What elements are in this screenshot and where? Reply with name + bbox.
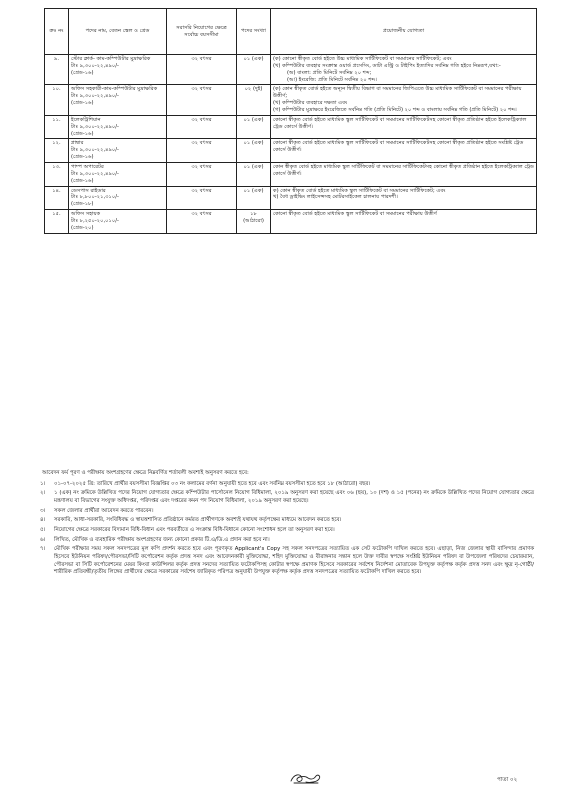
post-name: প্লাম্বার <box>71 140 84 147</box>
condition-item <box>34 508 534 516</box>
header-qualification: প্রয়োজনীয় যোগ্যতা <box>271 9 537 55</box>
grade: (গ্রেড-১৬) <box>71 154 94 161</box>
grade: (গ্রেড-১৬) <box>71 130 94 137</box>
conditions-section <box>34 470 534 579</box>
post-count-cell: ০১ (এক) <box>237 186 271 210</box>
post-cell <box>69 55 167 85</box>
age-limit-cell: ৩২ বৎসর <box>167 55 237 85</box>
condition-number: ৬। <box>40 536 46 543</box>
post-name: ইলেকট্রিশিয়ান <box>71 116 101 123</box>
condition-text: লিখিত, মৌখিক ও ব্যবহারিক পরীক্ষায় অংশগ্রহণের জন্য কোনো প্রকার টি.এ/ডি.এ প্রদান করা হবে না। <box>54 536 270 543</box>
page-number: পাতা ০২ <box>497 777 518 783</box>
grade: (গ্রেড-১৬) <box>71 177 94 184</box>
table-row <box>45 210 537 234</box>
qualification-line: কোনো স্বীকৃত বোর্ড হইতে মাধ্যমিক স্কুল সার্টিফিকেট বা সমমানের সার্টিফিকেটসহ কোনো স্বীকৃত প্রতিষ্ঠান হইতে ইলেকট্রিক্যাল ট্রেড কোর্সে উত্তীর্ণ। <box>273 116 527 130</box>
age-limit-cell: ৩২ বৎসর <box>167 163 237 187</box>
condition-number: ৪। <box>40 517 46 524</box>
condition-number: ১। <box>40 480 46 487</box>
post-cell <box>69 139 167 163</box>
signature-icon <box>288 770 324 786</box>
serial-cell: ১২. <box>45 139 69 163</box>
post-name: ডেসপাস রাইডার <box>71 187 106 194</box>
post-count-cell: ০১ (এক) <box>237 55 271 85</box>
qualification-line: (অ) বাংলা: প্রতি মিনিটে সর্বনিম্ন ২০ শব্দ; <box>287 69 372 76</box>
qualification-cell <box>271 115 537 139</box>
qualification-cell <box>271 139 537 163</box>
table-row <box>45 186 537 210</box>
post-cell <box>69 115 167 139</box>
condition-text: ১ (এক) নং ক্রমিকে উল্লিখিত পদের নিয়োগ যোগ্যতার ক্ষেত্রে কম্পিউটার পার্সোনেল নিয়োগ বিধিমালা, ২০১৯ অনুসরণ করা হয়েছে এবং ০৬ (ছয়), ১০ (দশ) ও ১৫ (পনের) নং ক্রমিকে উল্লিখিত পদের নিয়োগ যোগ্যতার ক্ষেত্রে মন্ত্রণালয় বা বিভাগের সংযুক্ত অধিদপ্তর, পরিদপ্তর এবং দপ্তরের কমন পদ নিয়োগ বিধিমালা, ২০১৯ অনুসরণ করা হয়েছে। <box>54 490 534 505</box>
qualification-line: (ক) কোনো স্বীকৃত বোর্ড হইতে উচ্চ মাধ্যমিক সার্টিফিকেট বা সমমানের সার্টিফিকেট; এবং <box>273 56 452 62</box>
age-limit-cell: ৩২ বৎসর <box>167 210 237 234</box>
pay-scale: টাঃ ৯,৩০০-২২,৪৯০/- <box>71 62 119 69</box>
table-header-row <box>45 9 537 55</box>
table-row <box>45 85 537 115</box>
serial-cell: ১১. <box>45 115 69 139</box>
qualification-line: ক) কোন স্বীকৃত বোর্ড হইতে মাধ্যমিক স্কুল সার্টিফিকেট বা সমমানের সার্টিফিকেট; এবং <box>273 187 446 194</box>
table-row <box>45 55 537 85</box>
condition-number: ৭। <box>40 546 46 553</box>
header-age-limit: সরাসরি নিয়োগের ক্ষেত্রে সর্বোচ্চ বয়সসীমা <box>167 9 237 55</box>
header-post: পদের নাম, বেতন স্কেল ও গ্রেড <box>69 9 167 55</box>
pay-scale: টাঃ ৯,৩০০-২২,৪৯০/- <box>71 147 119 154</box>
condition-text: নিয়োগের ক্ষেত্রে সরকারের বিদ্যমান বিধি-বিধান এবং পরবর্তীতে এ সংক্রান্ত বিধি-বিধানে কোনো সংশোধন হলে তা অনুসরণ করা হবে। <box>54 527 335 534</box>
qualification-line: (খ) কম্পিউটার ব্যবহারে দক্ষতা এবং <box>273 100 348 107</box>
post-cell <box>69 85 167 115</box>
qualification-line: (আ) ইংরেজি: প্রতি মিনিটে সর্বনিম্ন ২০ শব্দ। <box>287 76 377 83</box>
post-name: অফিস সহায়ক <box>71 211 101 218</box>
post-cell <box>69 186 167 210</box>
qualification-line: (ক) কোন স্বীকৃত বোর্ড হইতে অন্যূন দ্বিতীয় বিভাগ বা সমমানের জিপিএতে উচ্চ মাধ্যমিক সার্টিফিকেট বা সমমানের পরীক্ষায় উত্তীর্ণ; <box>273 86 522 100</box>
qualification-line: (গ) কম্পিউটার মুদ্রাক্ষরে ইংরেজিতে সর্বনিম্ন গতি (প্রতি মিনিটে) ২০ শব্দ ও বাংলায় সর্বনিম্ন গতি (প্রতি মিনিটে) ২০ শব্দ। <box>273 107 517 114</box>
condition-number: ২। <box>40 490 46 497</box>
qualification-cell <box>271 55 537 85</box>
qualification-line: খ) বৈধ ড্রাইভিং লাইসেন্সসহ মোটরসাইকেল চালনায় পারদর্শী। <box>273 194 398 201</box>
age-limit-cell: ৩২ বৎসর <box>167 115 237 139</box>
table-row <box>45 139 537 163</box>
condition-item <box>34 546 534 577</box>
qualification-line: কোনো স্বীকৃত বোর্ড হইতে মাধ্যমিক স্কুল সার্টিফিকেট বা সমমানের সার্টিফিকেটসহ কোনো স্বীকৃত প্রতিষ্ঠান হইতে সংশ্লিষ্ট ট্রেড কোর্সে উত্তীর্ণ। <box>273 140 524 154</box>
condition-item <box>34 537 534 545</box>
pay-scale: টাঃ ৮,২৫০-২০,০১০/- <box>71 218 119 225</box>
condition-item <box>34 490 534 505</box>
serial-cell: ৯. <box>45 55 69 85</box>
condition-text: ০১-০৭-২০২৫ খ্রি: তারিখে প্রার্থীর বয়সসীমা বিজ্ঞপ্তির ০৩ নং কলামের বর্ণনা অনুযায়ী হতে হবে এবং সর্বনিম্ন বয়সসীমা হতে হবে ১৮ (আঠারো) বছর। <box>54 480 371 487</box>
post-cell <box>69 210 167 234</box>
condition-text: সকল জেলার প্রার্থীরা আবেদন করতে পারবেন। <box>54 507 154 514</box>
conditions-list <box>34 481 534 577</box>
condition-number: ৫। <box>40 527 46 534</box>
post-count-cell: ০১ (এক) <box>237 115 271 139</box>
post-name: পাম্প অপারেটর <box>71 164 104 171</box>
pay-scale: টাঃ ৯,৩০০-২২,৪৯০/- <box>71 170 119 177</box>
post-count-cell: ০১ (এক) <box>237 163 271 187</box>
post-count-cell: ০১ (এক) <box>237 139 271 163</box>
post-name: স্টোর ক্লার্ক- কাম-কম্পিউটার মুদ্রাক্ষরিক <box>71 56 151 62</box>
qualification-cell <box>271 186 537 210</box>
pay-scale: টাঃ ৯,৩০০-২২,৪৯০/- <box>71 93 119 100</box>
grade: (গ্রেড-১৮) <box>71 201 94 208</box>
age-limit-cell: ৩২ বৎসর <box>167 139 237 163</box>
post-cell <box>69 163 167 187</box>
pay-scale: টাঃ ৮,৮০০-২১,৩১০/- <box>71 194 119 201</box>
table-body <box>45 55 537 234</box>
qualification-cell <box>271 85 537 115</box>
grade: (গ্রেড-১৬) <box>71 69 94 76</box>
serial-cell: ১৪. <box>45 186 69 210</box>
condition-item <box>34 517 534 525</box>
post-name: অফিস সহকারী-কাম-কম্পিউটার মুদ্রাক্ষরিক <box>71 86 158 93</box>
post-count-cell: ১৮ (আঠারো) <box>237 210 271 234</box>
qualification-cell <box>271 163 537 187</box>
condition-number: ৩। <box>40 507 46 514</box>
grade: (গ্রেড-২০) <box>71 224 94 231</box>
age-limit-cell: ৩২ বৎসর <box>167 186 237 210</box>
conditions-intro: আবেদন ফর্ম পূরণ ও পরীক্ষায় অংশগ্রহণের ক্ষেত্রে নিম্নবর্ণিত শর্তাবলী অবশ্যই অনুসরণ করতে হবে: <box>42 470 249 476</box>
header-serial: ক্রঃ নং <box>45 9 69 55</box>
qualification-line: কোনো স্বীকৃত বোর্ড হইতে মাধ্যমিক স্কুল সার্টিফিকেট বা সমমানের পরীক্ষায় উত্তীর্ণ <box>273 211 437 218</box>
condition-text: মৌখিক পরীক্ষার সময় সকল সনদপত্রের মূল কপি প্রদর্শন করতে হবে এবং পূরণকৃত Applicant's Copy সহ সকল সনদপত্রের সত্যায়িত এক সেট ফটোকপি দাখিল করতে হবে। এছাড়া, নিজ জেলার স্থায়ী বাসিন্দার প্রমাণক হিসেবে ইউনিয়ন পরিষদ/পৌরসভা/সিটি কর্পোরেশন কর্তৃক প্রদত্ত সনদ এবং আবেদনকারী মুক্তিযোদ্ধা, শহিদ মুক্তিযোদ্ধা ও বীরাঙ্গনার সন্তান হলে উক্ত দাবীর স্বপক্ষে সংশ্লিষ্ট ইউনিয়ন পরিষদ বা উপজেলা পরিষদের চেয়ারম্যান, পৌরসভা বা সিটি কর্পোরেশনের মেয়র কিংবা কাউন্সিলর কর্তৃক প্রদত্ত সনদের সত্যায়িত ফটোকপিসহ কোটার স্বপক্ষে প্রমাণক হিসেবে সরকারের সর্বশেষ নির্দেশনা মোতাবেক উপযুক্ত কর্তৃপক্ষ কর্তৃক প্রদত্ত সনদ এবং ক্ষুদ্র নৃ-গোষ্ঠী/শারীরিক প্রতিবন্ধী/তৃতীয় লিঙ্গের প্রার্থীদের ক্ষেত্রে সরকারের সর্বশেষ জারিকৃত পরিপত্র অনুযায়ী উপযুক্ত কর্তৃপক্ষ কর্তৃক প্রদত্ত সনদপত্রের সত্যায়িত ফটোকপি দাখিল করতে হবে। <box>54 546 534 576</box>
serial-cell: ১৫. <box>45 210 69 234</box>
posts-table <box>44 8 537 234</box>
qualification-cell <box>271 210 537 234</box>
post-count-cell: ০২ (দুই) <box>237 85 271 115</box>
qualification-line: কোন স্বীকৃত বোর্ড হইতে মাধ্যমিক স্কুল সার্টিফিকেট বা সমমানের সার্টিফিকেটসহ কোনো স্বীকৃত প্রতিষ্ঠান হইতে ইলেকট্রিক্যাল ট্রেড কোর্সে উত্তীর্ণ। <box>273 164 534 177</box>
table-row <box>45 163 537 187</box>
condition-text: সরকারি, আধা-সরকারি, সংবিধিবদ্ধ ও স্বায়ত্তশাসিত প্রতিষ্ঠানে কর্মরত প্রার্থীগণকে অবশ্যই যথাযথ কর্তৃপক্ষের মাধ্যমে আবেদন করতে হবে। <box>54 517 342 524</box>
table-row <box>45 115 537 139</box>
serial-cell: ১০. <box>45 85 69 115</box>
header-post-count: পদের সংখ্যা <box>237 9 271 55</box>
age-limit-cell: ৩২ বৎসর <box>167 85 237 115</box>
qualification-line: (খ) কম্পিউটার ব্যবহার সংক্রান্ত ওয়ার্ড প্রসেসিং, ডাটা এন্ট্রি ও টাইপিং ইত্যাদির সর্বনিম্ন গতি হইবে নিম্নরূপ,যথা:- <box>273 62 501 69</box>
condition-item <box>34 527 534 535</box>
serial-cell: ১৩. <box>45 163 69 187</box>
condition-item <box>34 481 534 489</box>
grade: (গ্রেড-১৬) <box>71 100 94 107</box>
pay-scale: টাঃ ৯,৩০০-২২,৪৯০/- <box>71 123 119 130</box>
